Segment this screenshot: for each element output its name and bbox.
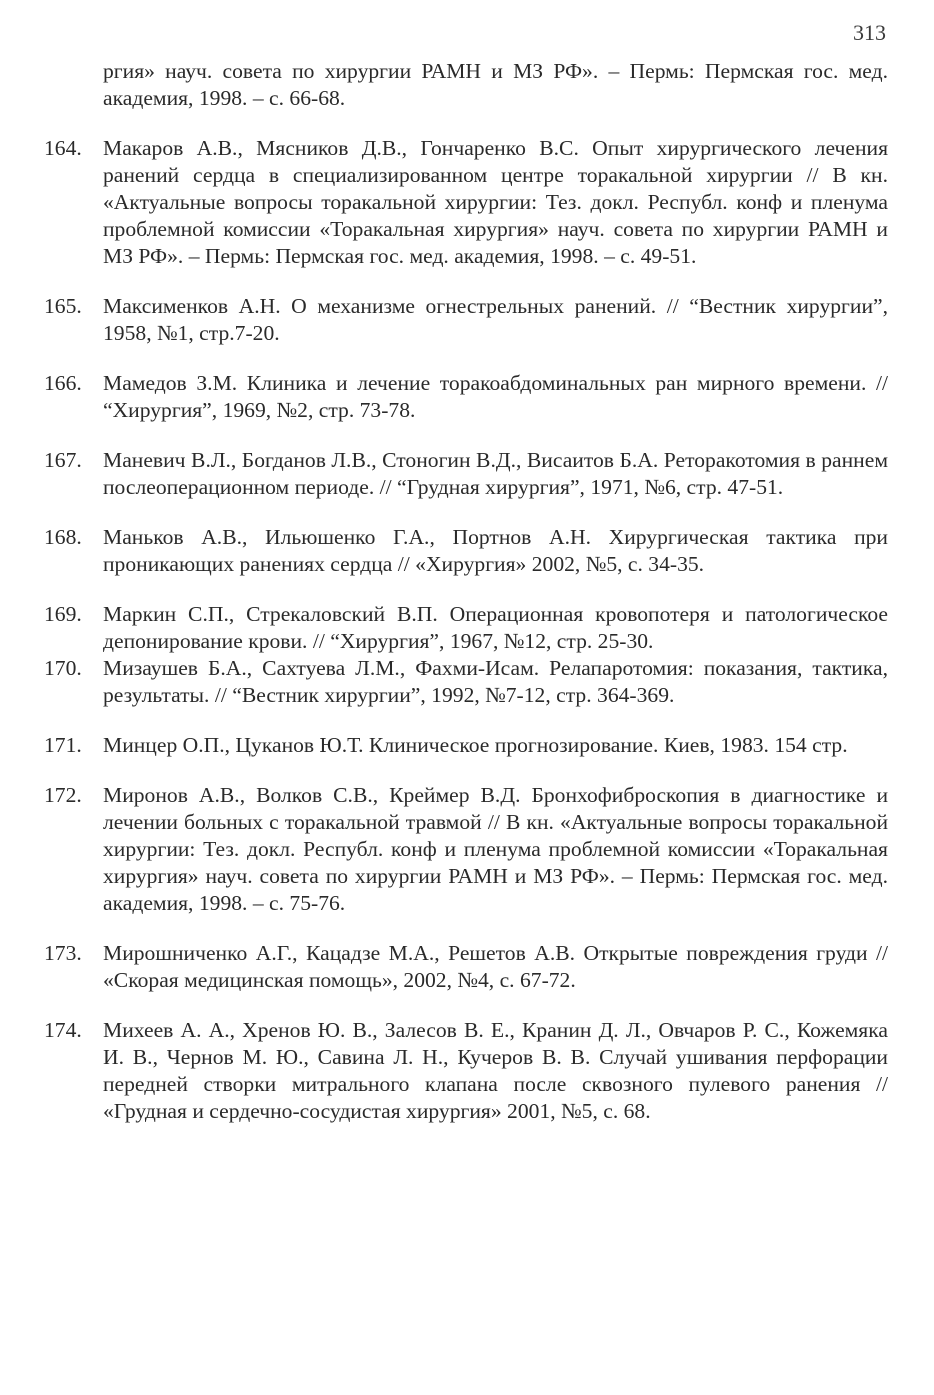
reference-text: Михеев А. А., Хренов Ю. В., Залесов В. Е., Кранин Д. Л., Овчаров Р. С., Кожемяка И. В., Чернов М. Ю., Савина Л. Н., Кучеров В. В. Случай ушивания перфорации передней створки митрального клапана после сквозного пулевого ранения // «Грудная и сердечно-сосудистая хирургия» 2001, №5, с. 68. — [103, 1018, 888, 1123]
page-number: 313 — [853, 20, 886, 45]
reference-number: 174. — [44, 1018, 82, 1042]
reference-item — [0, 135, 934, 270]
reference-item — [0, 655, 934, 709]
reference-list — [0, 58, 934, 1148]
reference-text: ргия» науч. совета по хирургии РАМН и МЗ РФ». – Пермь: Пермская гос. мед. академия, 1998. – с. 66-68. — [103, 59, 888, 110]
reference-item — [0, 370, 934, 424]
reference-continuation — [0, 58, 934, 112]
reference-number: 172. — [44, 783, 82, 807]
reference-item — [0, 447, 934, 501]
reference-item — [0, 524, 934, 578]
reference-number: 169. — [44, 602, 82, 626]
reference-number: 170. — [44, 656, 82, 680]
reference-text: Мирошниченко А.Г., Кацадзе М.А., Решетов А.В. Открытые повреждения груди // «Скорая медицинская помощь», 2002, №4, с. 67-72. — [103, 941, 888, 992]
reference-item — [0, 782, 934, 917]
reference-text: Маневич В.Л., Богданов Л.В., Стоногин В.Д., Висаитов Б.А. Реторакотомия в раннем послеоперационном периоде. // “Грудная хирургия”, 1971, №6, стр. 47-51. — [103, 448, 888, 499]
reference-number: 165. — [44, 294, 82, 318]
reference-text: Миронов А.В., Волков С.В., Креймер В.Д. Бронхофиброскопия в диагностике и лечении больных с торакальной травмой // В кн. «Актуальные вопросы торакальной хирургии: Тез. докл. Республ. конф и пленума проблемной комиссии «Торакальная хирургия» науч. совета по хирургии РАМН и МЗ РФ». – Пермь: Пермская гос. мед. академия, 1998. – с. 75-76. — [103, 783, 888, 915]
reference-item — [0, 601, 934, 655]
reference-text: Мамедов З.М. Клиника и лечение торакоабдоминальных ран мирного времени. // “Хирургия”, 1969, №2, стр. 73-78. — [103, 371, 888, 422]
reference-number: 167. — [44, 448, 82, 472]
reference-text: Минцер О.П., Цуканов Ю.Т. Клиническое прогнозирование. Киев, 1983. 154 стр. — [103, 733, 848, 757]
reference-number: 168. — [44, 525, 82, 549]
reference-text: Макаров А.В., Мясников Д.В., Гончаренко В.С. Опыт хирургического лечения ранений сердца в специализированном центре торакальной хирургии // В кн. «Актуальные вопросы торакальной хирургии: Тез. докл. Республ. конф и пленума проблемной комиссии «Торакальная хирургия» науч. совета по хирургии РАМН и МЗ РФ». – Пермь: Пермская гос. мед. академия, 1998. – с. 49-51. — [103, 136, 888, 268]
reference-number: 171. — [44, 733, 82, 757]
reference-item — [0, 293, 934, 347]
reference-text: Маркин С.П., Стрекаловский В.П. Операционная кровопотеря и патологическое депонирование крови. // “Хирургия”, 1967, №12, стр. 25-30. — [103, 602, 888, 653]
reference-text: Мизаушев Б.А., Сахтуева Л.М., Фахми-Исам. Релапаротомия: показания, тактика, результаты. // “Вестник хирургии”, 1992, №7-12, стр. 364-369. — [103, 656, 888, 707]
reference-number: 173. — [44, 941, 82, 965]
reference-item — [0, 940, 934, 994]
reference-text: Максименков А.Н. О механизме огнестрельных ранений. // “Вестник хирургии”, 1958, №1, стр.7-20. — [103, 294, 888, 345]
reference-text: Маньков А.В., Ильюшенко Г.А., Портнов А.Н. Хирургическая тактика при проникающих ранениях сердца // «Хирургия» 2002, №5, с. 34-35. — [103, 525, 888, 576]
reference-item — [0, 1017, 934, 1125]
reference-number: 166. — [44, 371, 82, 395]
reference-item — [0, 732, 934, 759]
reference-number: 164. — [44, 136, 82, 160]
